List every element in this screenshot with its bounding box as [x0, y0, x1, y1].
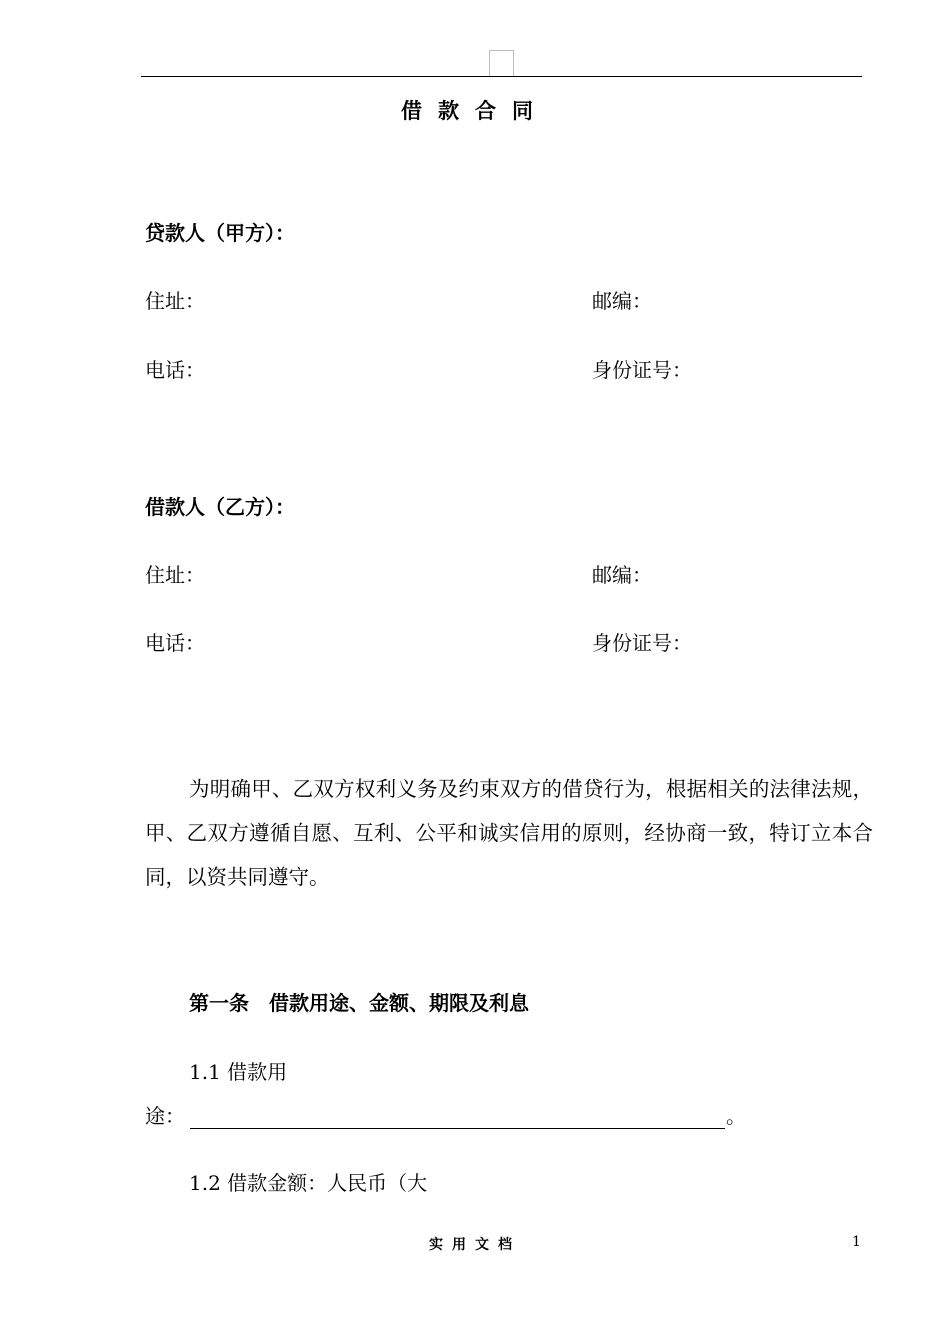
- footer-label: 实用文档: [429, 1237, 521, 1253]
- header-tab-box: [489, 50, 514, 76]
- lender-address-label: 住址：: [145, 289, 205, 313]
- article1-heading: 第一条 借款用途、金额、期限及利息: [189, 991, 529, 1015]
- article1-item1-prefix: 1.1 借款用: [189, 1060, 288, 1084]
- borrower-address-label: 住址：: [145, 563, 205, 587]
- preamble-paragraph: 为明确甲、乙双方权利义务及约束双方的借贷行为，根据相关的法律法规，甲、乙双方遵循自愿、互利、公平和诚实信用的原则，经协商一致，特订立本合同，以资共同遵守。: [145, 777, 873, 889]
- lender-heading: 贷款人（甲方）：: [145, 221, 295, 245]
- document-title: 借款合同: [401, 99, 549, 123]
- lender-phone-label: 电话：: [145, 358, 205, 382]
- borrower-phone-label: 电话：: [145, 631, 205, 655]
- lender-id-label: 身份证号：: [592, 358, 692, 382]
- borrower-id-label: 身份证号：: [592, 631, 692, 655]
- header-rule: [141, 76, 862, 77]
- article1-item2: 1.2 借款金额：人民币（大: [189, 1171, 428, 1195]
- loan-purpose-blank: [190, 1128, 725, 1129]
- borrower-heading: 借款人（乙方）：: [145, 495, 295, 519]
- lender-postcode-label: 邮编：: [592, 289, 652, 313]
- article1-item1-end: 。: [726, 1104, 746, 1128]
- page-number: 1: [852, 1234, 861, 1250]
- article1-item1-cont: 途：: [145, 1104, 185, 1128]
- borrower-postcode-label: 邮编：: [592, 563, 652, 587]
